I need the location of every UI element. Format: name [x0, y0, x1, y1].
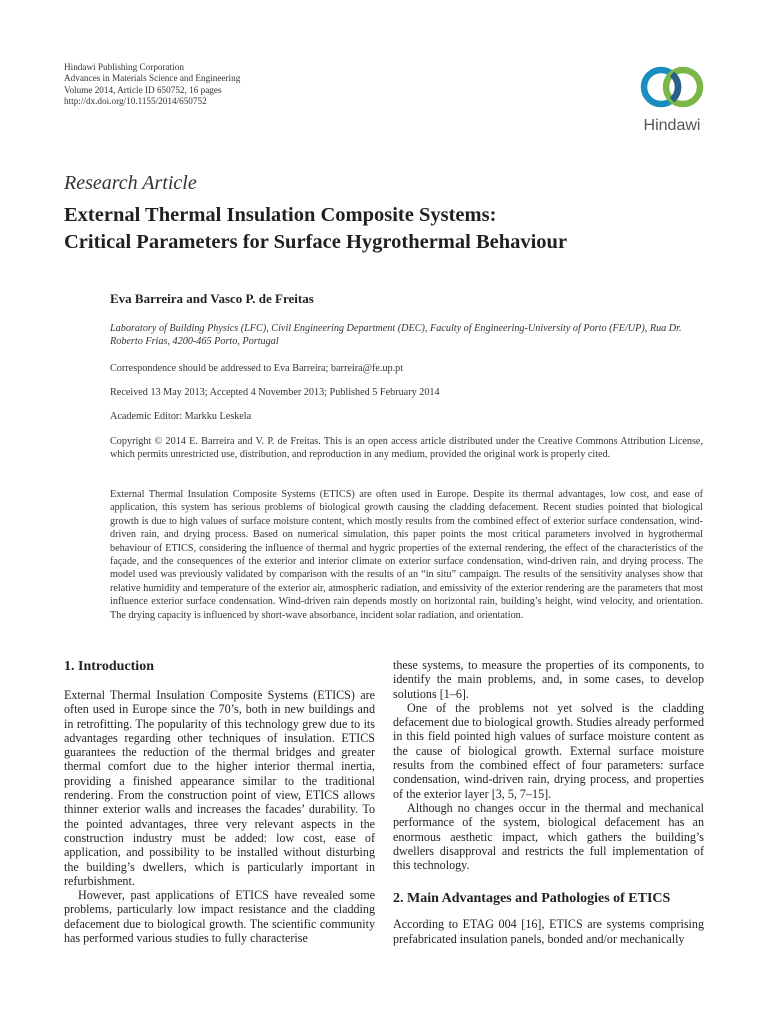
right-column [393, 658, 704, 946]
article-type: Research Article [64, 172, 197, 194]
logo-wordmark: Hindawi [643, 117, 701, 134]
hindawi-rings-icon [631, 60, 713, 116]
title-line-2: Critical Parameters for Surface Hygrothermal Behaviour [64, 231, 568, 253]
intro-paragraph-5: Although no changes occur in the thermal and mechanical performance of the system, biological defacement has an enormous aesthetic impact, which gathers the building’s dwellers disapproval and restricts the full implementation of this technology. [393, 800, 704, 873]
intro-paragraph-1: External Thermal Insulation Composite Systems (ETICS) are often used in Europe since the 70’s, both in new buildings and in retrofitting. The popularity of this technology grew due to its advantages regarding other techniques of insulation. ETICS guarantees the reduction of the thermal bridges and greater thermal comfort due to the higher interior thermal inertia, providing a finished appearance similar to the traditional rendering. From the construction point of view, ETICS allows thinner exterior walls and increases the facades’ durability. To the pointed advantages, three very relevant aspects in the construction industry must be added: low cost, ease of application, and possibility to be installed without disturbing the building’s dwellers, which is particularly important in refurbishment. [64, 688, 375, 888]
copyright-notice: Copyright © 2014 E. Barreira and V. P. de Freitas. This is an open access article distributed under the Creative Commons Attribution License, which permits unrestricted use, distribution, and reproduction in any medium, provided the original work is properly cited. [110, 436, 703, 461]
publisher-name: Hindawi Publishing Corporation [64, 62, 184, 72]
volume-info: Volume 2014, Article ID 650752, 16 pages [64, 84, 222, 95]
publication-dates: Received 13 May 2013; Accepted 4 November 2013; Published 5 February 2014 [110, 387, 440, 398]
section-2-heading: 2. Main Advantages and Pathologies of ETICS [393, 891, 671, 907]
section-1-heading: 1. Introduction [64, 659, 154, 674]
hindawi-logo [631, 60, 713, 140]
journal-header [64, 62, 240, 108]
title-line-1: External Thermal Insulation Composite Systems: [64, 204, 497, 226]
academic-editor: Academic Editor: Markku Leskela [110, 411, 252, 422]
intro-paragraph-2: However, past applications of ETICS have revealed some problems, particularly low impact resistance and the cladding defacement due to biological growth. The scientific community has performed various studies to fully characterise [64, 888, 375, 946]
affiliation: Laboratory of Building Physics (LFC), Civil Engineering Department (DEC), Faculty of Engineering-University of Porto (FE/UP), Rua Dr. Roberto Frias, 4200-465 Porto, Portugal [110, 323, 682, 348]
paper-title [64, 202, 724, 256]
doi-link[interactable]: http://dx.doi.org/10.1155/2014/650752 [64, 96, 207, 107]
section-2-paragraph-1: According to ETAG 004 [16], ETICS are systems comprising prefabricated insulation panels, bonded and/or mechanically [393, 917, 704, 946]
correspondence: Correspondence should be addressed to Eva Barreira; barreira@fe.up.pt [110, 363, 404, 374]
journal-name: Advances in Materials Science and Engineering [64, 73, 241, 84]
intro-paragraph-3: these systems, to measure the properties of its components, to identify the main problems, and, in some cases, to develop solutions [1–6]. [393, 658, 704, 701]
authors: Eva Barreira and Vasco P. de Freitas [110, 291, 314, 306]
intro-paragraph-4: One of the problems not yet solved is the cladding defacement due to biological growth. Studies already performed in this field pointed high values of surface moisture content as the cause of biological growth. External surface moisture results from the combined effect of four parameters: surface condensation, wind-driven rain, drying process, and properties of the exterior layer [3, 5, 7–15]. [393, 700, 704, 801]
left-column [64, 658, 375, 945]
abstract: External Thermal Insulation Composite Systems (ETICS) are often used in Europe. Despite its thermal advantages, low cost, and ease of application, this system has serious problems of biological growth causing the cladding defacement. Recent studies pointed that biological growth is due to high values of surface moisture content, which mostly results from the combined effect of exterior surface condensation, wind-driven rain, and drying process. Based on numerical simulation, this paper points the most critical parameters involved in hygrothermal behaviour of ETICS, considering the influence of thermal and hygric properties of the external rendering, the effect of the characteristics of the façade, and the consequences of the exterior and interior climate on exterior surface condensation, wind-driven rain, and drying process. The model used was previously validated by comparison with the results of an “in situ” campaign. The results of the sensitivity analyses show that relative humidity and temperature of the exterior air, atmospheric radiation, and emissivity of the exterior rendering are the parameters that most influence exterior surface condensation. Wind-driven rain depends mostly on horizontal rain, building’s height, wind velocity, and orientation. The drying capacity is influenced by short-wave absorbance, incident solar radiation, and orientation. [110, 489, 703, 621]
